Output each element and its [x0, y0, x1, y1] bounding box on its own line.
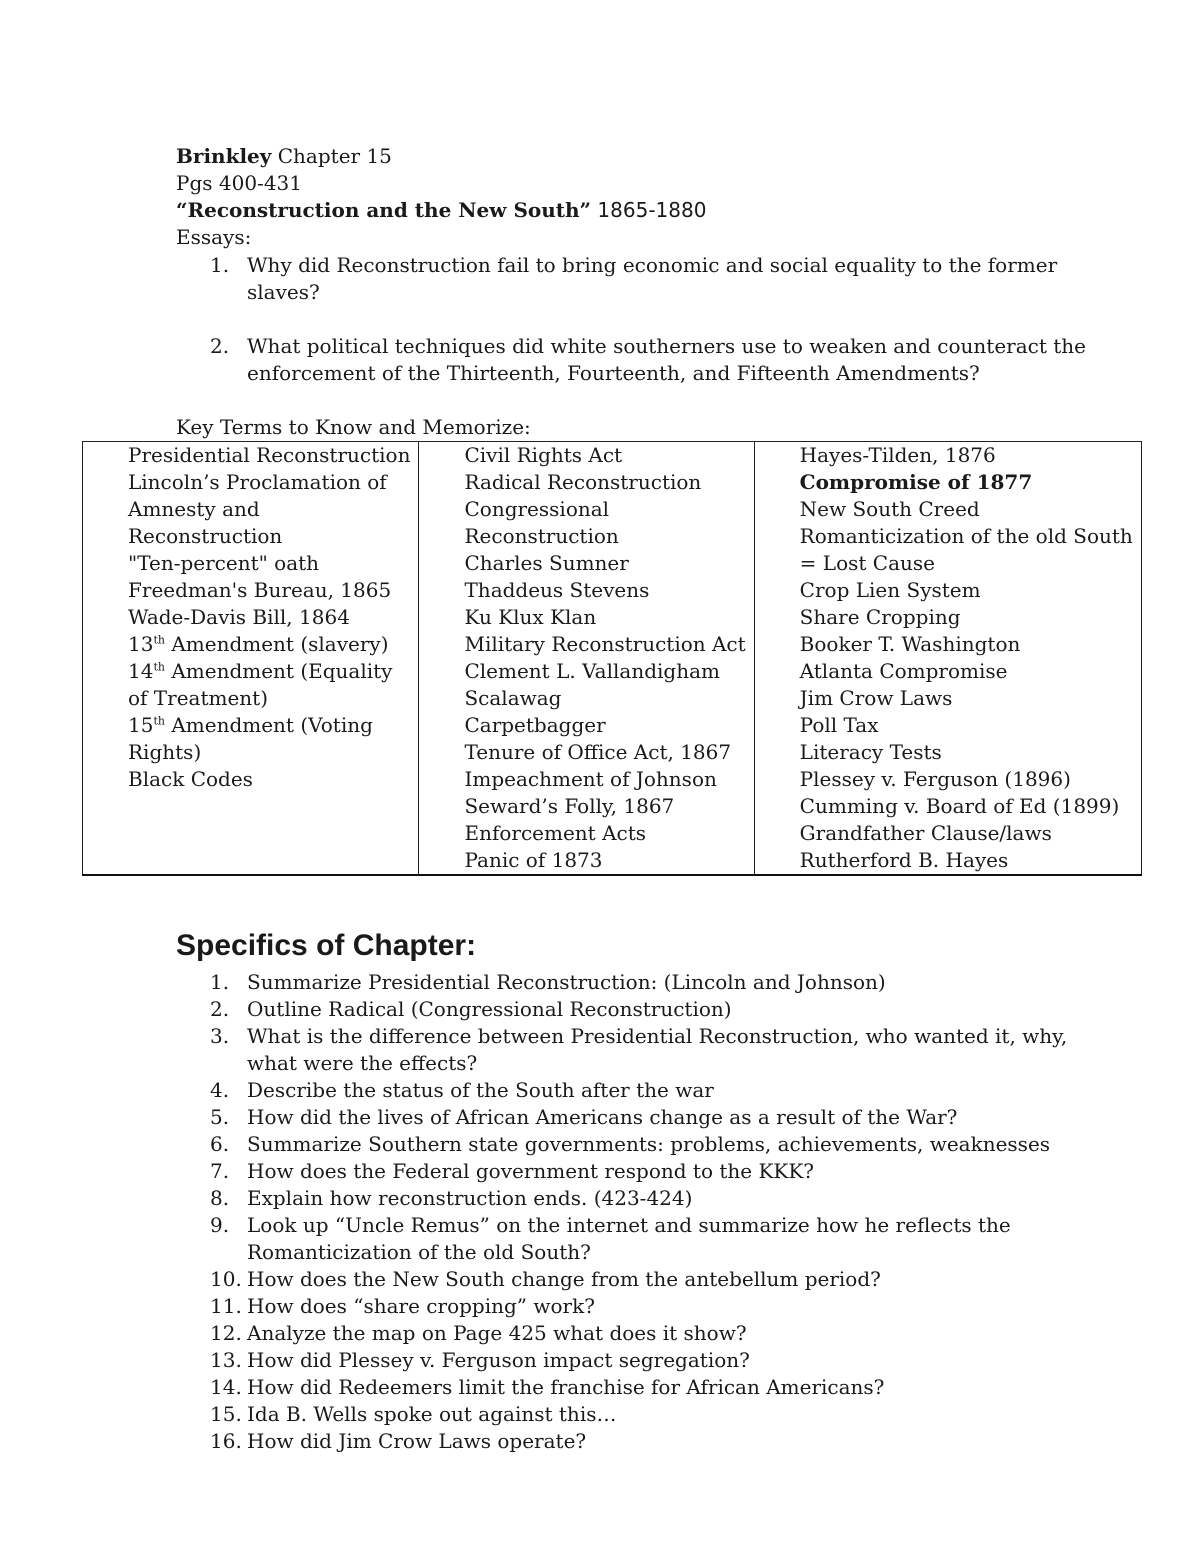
essay-number: 1. — [210, 253, 230, 277]
term: Lincoln’s Proclamation of — [128, 470, 387, 494]
pages-line: Pgs 400-431 — [176, 171, 302, 195]
essay-text: Why did Reconstruction fail to bring economic and social equality to the former — [247, 253, 1058, 277]
specific-text: How does the Federal government respond to the KKK? — [247, 1159, 815, 1183]
terms-column-3 — [754, 442, 1141, 876]
term: Hayes-Tilden, 1876 — [799, 443, 996, 467]
term: Wade-Davis Bill, 1864 — [128, 605, 350, 629]
term: Atlanta Compromise — [799, 659, 1008, 683]
specific-item — [176, 1347, 1067, 1374]
essay-item — [176, 333, 1086, 387]
specific-text: Summarize Presidential Reconstruction: (Lincoln and Johnson) — [247, 970, 886, 994]
specific-number: 6. — [210, 1132, 230, 1156]
essays-label: Essays: — [176, 225, 252, 249]
term: Impeachment of Johnson — [464, 767, 717, 791]
specific-item — [176, 996, 1067, 1023]
term: Enforcement Acts — [464, 821, 647, 845]
term: of Treatment) — [128, 686, 269, 710]
document-header — [176, 143, 706, 251]
term: Black Codes — [128, 767, 253, 791]
specific-item — [176, 1293, 1067, 1320]
specifics-title: Specifics of Chapter: — [176, 929, 477, 962]
specific-item — [176, 1023, 1067, 1077]
term: 15th Amendment (Voting — [128, 713, 373, 737]
term: Civil Rights Act — [464, 443, 623, 467]
term: Reconstruction — [464, 524, 619, 548]
specific-text: Romanticization of the old South? — [247, 1240, 591, 1264]
specific-text: Ida B. Wells spoke out against this… — [247, 1402, 617, 1426]
specific-number: 11. — [210, 1294, 242, 1318]
term: = Lost Cause — [799, 551, 935, 575]
term: Plessey v. Ferguson (1896) — [799, 767, 1071, 791]
term-bold: Compromise of 1877 — [799, 470, 1033, 494]
chapter-title: “Reconstruction and the New South” — [176, 198, 592, 222]
term: Cumming v. Board of Ed (1899) — [799, 794, 1120, 818]
term: Jim Crow Laws — [799, 686, 953, 710]
specific-number: 12. — [210, 1321, 242, 1345]
specific-text: Analyze the map on Page 425 what does it show? — [247, 1321, 747, 1345]
chapter-years: 1865-1880 — [591, 198, 707, 222]
specific-text: Explain how reconstruction ends. (423-424) — [247, 1186, 693, 1210]
specific-item — [176, 1158, 1067, 1185]
specific-number: 7. — [210, 1159, 230, 1183]
specific-item — [176, 1428, 1067, 1455]
term: Booker T. Washington — [799, 632, 1021, 656]
essay-number: 2. — [210, 334, 230, 358]
specific-number: 8. — [210, 1186, 230, 1210]
essays-list — [176, 252, 1086, 387]
term: Amnesty and — [128, 497, 260, 521]
term: Congressional — [464, 497, 610, 521]
term: Romanticization of the old South — [799, 524, 1133, 548]
specific-number: 13. — [210, 1348, 242, 1372]
term: Freedman's Bureau, 1865 — [128, 578, 392, 602]
specific-text: How did Redeemers limit the franchise for African Americans? — [247, 1375, 885, 1399]
specific-item — [176, 1401, 1067, 1428]
term: Crop Lien System — [799, 578, 981, 602]
specific-text: What is the difference between Presidential Reconstruction, who wanted it, why, — [247, 1024, 1068, 1048]
term: Seward’s Folly, 1867 — [464, 794, 675, 818]
terms-column-1 — [83, 442, 419, 876]
term: Share Cropping — [799, 605, 961, 629]
term: Literacy Tests — [799, 740, 942, 764]
term: Reconstruction — [128, 524, 283, 548]
term: Poll Tax — [799, 713, 879, 737]
essay-text: What political techniques did white southerners use to weaken and counteract the — [247, 334, 1086, 358]
term: Charles Sumner — [464, 551, 629, 575]
specific-number: 10. — [210, 1267, 242, 1291]
specific-text: what were the effects? — [247, 1051, 478, 1075]
essay-item — [176, 252, 1086, 306]
term: Clement L. Vallandigham — [464, 659, 720, 683]
specific-text: How does “share cropping” work? — [247, 1294, 595, 1318]
specific-number: 5. — [210, 1105, 230, 1129]
specific-number: 15. — [210, 1402, 242, 1426]
specific-item — [176, 1185, 1067, 1212]
term: Rights) — [128, 740, 202, 764]
term: Presidential Reconstruction — [128, 443, 411, 467]
specifics-list — [176, 969, 1067, 1455]
specific-text: How did the lives of African Americans change as a result of the War? — [247, 1105, 958, 1129]
essay-text: slaves? — [247, 280, 320, 304]
specific-text: How did Jim Crow Laws operate? — [247, 1429, 587, 1453]
term: Military Reconstruction Act — [464, 632, 746, 656]
specific-item — [176, 1212, 1067, 1266]
author: Brinkley — [176, 144, 272, 168]
term: Panic of 1873 — [464, 848, 603, 872]
specific-text: Outline Radical (Congressional Reconstruction) — [247, 997, 732, 1021]
title-line — [176, 197, 706, 224]
term: Rutherford B. Hayes — [799, 848, 1009, 872]
term: 13th Amendment (slavery) — [128, 632, 389, 656]
specific-item — [176, 1077, 1067, 1104]
specific-item — [176, 969, 1067, 996]
specific-number: 9. — [210, 1213, 230, 1237]
essay-text: enforcement of the Thirteenth, Fourteenth, and Fifteenth Amendments? — [247, 361, 980, 385]
term: New South Creed — [799, 497, 980, 521]
term: Grandfather Clause/laws — [799, 821, 1052, 845]
specific-number: 1. — [210, 970, 230, 994]
term: Ku Klux Klan — [464, 605, 597, 629]
specific-item — [176, 1131, 1067, 1158]
chapter: Chapter 15 — [271, 144, 392, 168]
specific-item — [176, 1320, 1067, 1347]
term: Radical Reconstruction — [464, 470, 702, 494]
term: Scalawag — [464, 686, 562, 710]
term: Carpetbagger — [464, 713, 606, 737]
specific-item — [176, 1266, 1067, 1293]
specific-item — [176, 1104, 1067, 1131]
specific-text: How did Plessey v. Ferguson impact segregation? — [247, 1348, 750, 1372]
specific-number: 16. — [210, 1429, 242, 1453]
term: 14th Amendment (Equality — [128, 659, 393, 683]
specific-item — [176, 1374, 1067, 1401]
specific-text: How does the New South change from the antebellum period? — [247, 1267, 881, 1291]
specific-text: Summarize Southern state governments: problems, achievements, weaknesses — [247, 1132, 1051, 1156]
specific-number: 2. — [210, 997, 230, 1021]
terms-column-2 — [419, 442, 754, 876]
specific-number: 4. — [210, 1078, 230, 1102]
key-terms-label: Key Terms to Know and Memorize: — [176, 415, 531, 439]
term: "Ten-percent" oath — [128, 551, 320, 575]
specific-text: Describe the status of the South after the war — [247, 1078, 714, 1102]
term: Tenure of Office Act, 1867 — [464, 740, 732, 764]
term: Thaddeus Stevens — [464, 578, 650, 602]
specific-number: 14. — [210, 1375, 242, 1399]
chapter-line — [176, 143, 706, 170]
specific-text: Look up “Uncle Remus” on the internet and summarize how he reflects the — [247, 1213, 1011, 1237]
specific-number: 3. — [210, 1024, 230, 1048]
key-terms-table — [82, 441, 1142, 876]
